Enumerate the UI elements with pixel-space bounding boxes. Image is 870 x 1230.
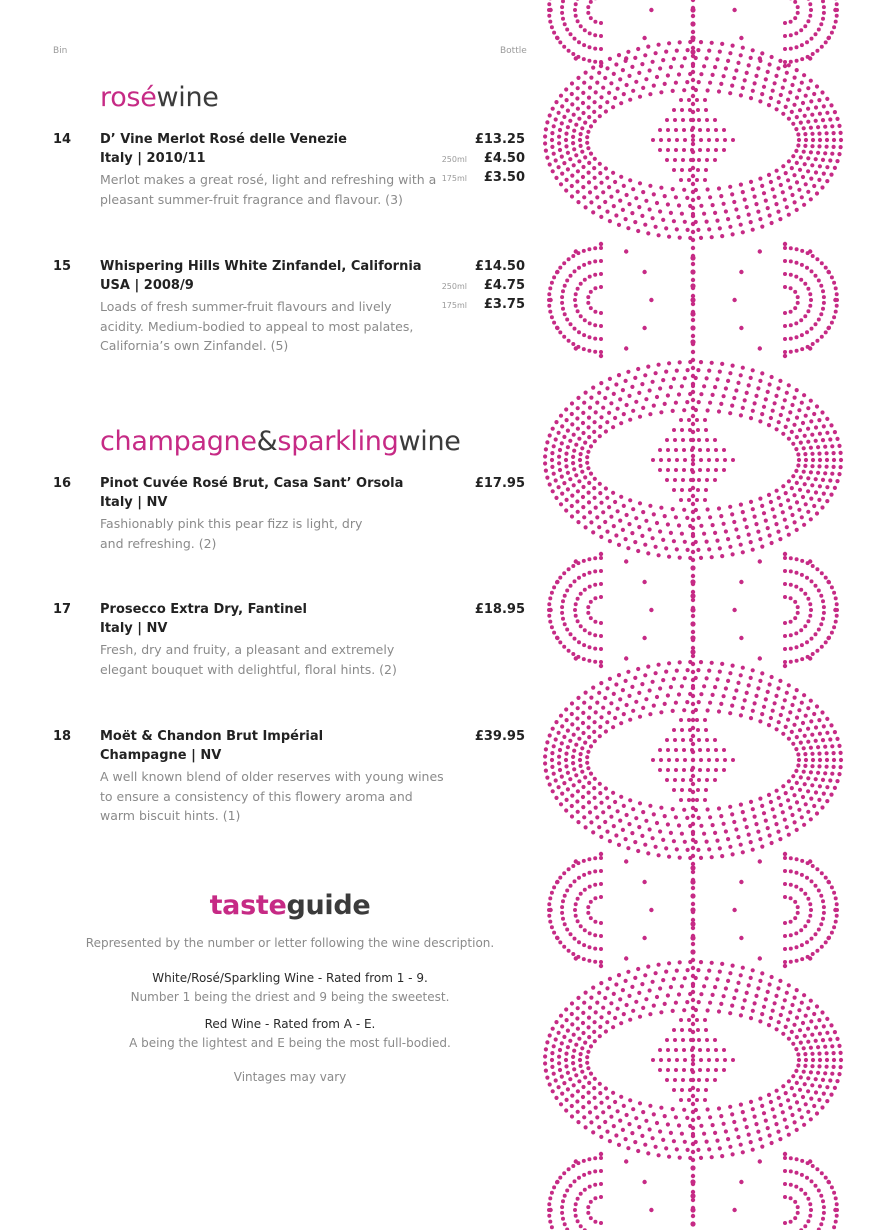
wine-description: A well known blend of older reserves with young wines to ensure a consistency of this flowery aroma and warm biscuit hints. (1) (100, 769, 444, 823)
heading-part: champagne (100, 426, 257, 457)
wine-description: Loads of fresh summer-fruit flavours and lively acidity. Medium-bodied to appeal to most palates, California’s own Zinfandel. (5) (100, 299, 414, 353)
wine-name: D’ Vine Merlot Rosé delle Venezie (100, 132, 347, 147)
heading-rest: wine (156, 82, 219, 113)
heading-part: & (256, 426, 278, 457)
wine-description: Merlot makes a great rosé, light and refreshing with a pleasant summer-fruit fragrance and flavour. (3) (100, 172, 437, 207)
bin-number: 18 (53, 729, 72, 744)
bottle-price: £17.95 (474, 476, 525, 491)
bin-number: 16 (53, 476, 72, 491)
column-label-bottle: Bottle (500, 46, 527, 56)
heading-part: sparkling (277, 426, 399, 457)
bottle-price: £39.95 (474, 729, 525, 744)
heading-part: wine (398, 426, 461, 457)
glass-size: 250ml (441, 155, 467, 164)
heading-accent: rosé (100, 82, 157, 113)
glass-size: 175ml (441, 174, 467, 183)
glass-price: £4.50 (483, 151, 525, 166)
wine-origin: Champagne | NV (100, 748, 222, 763)
glass-price: £4.75 (483, 278, 525, 293)
taste-guide-red-heading: Red Wine - Rated from A - E. (204, 1017, 376, 1031)
column-label-bin: Bin (53, 46, 68, 56)
champagne-sparkling-heading (100, 426, 461, 457)
taste-guide-white-heading: White/Rosé/Sparkling Wine - Rated from 1 - 9. (152, 971, 428, 985)
bin-number: 17 (53, 602, 72, 617)
bottle-price: £14.50 (474, 259, 525, 274)
wine-name: Whispering Hills White Zinfandel, California (100, 259, 422, 274)
wine-origin: Italy | 2010/11 (100, 151, 206, 166)
wine-name: Pinot Cuvée Rosé Brut, Casa Sant’ Orsola (100, 476, 404, 491)
wine-origin: USA | 2008/9 (100, 278, 194, 293)
heading-rest: guide (286, 890, 371, 921)
glass-price: £3.75 (483, 297, 525, 312)
taste-guide-intro: Represented by the number or letter following the wine description. (85, 936, 495, 950)
wine-description: Fashionably pink this pear fizz is light, dry and refreshing. (2) (100, 516, 363, 551)
wine-origin: Italy | NV (100, 621, 168, 636)
wine-origin: Italy | NV (100, 495, 168, 510)
glass-price: £3.50 (483, 170, 525, 185)
rose-wine-heading (100, 82, 219, 113)
heading-accent: taste (209, 890, 287, 921)
vintages-note: Vintages may vary (233, 1070, 347, 1084)
taste-guide-white-detail: Number 1 being the driest and 9 being the sweetest. (130, 990, 450, 1004)
bin-number: 15 (53, 259, 72, 274)
bottle-price: £18.95 (474, 602, 525, 617)
wine-description: Fresh, dry and fruity, a pleasant and extremely elegant bouquet with delightful, floral hints. (2) (100, 642, 397, 677)
glass-size: 250ml (441, 282, 467, 291)
wine-name: Prosecco Extra Dry, Fantinel (100, 602, 307, 617)
wine-name: Moët & Chandon Brut Impérial (100, 729, 324, 744)
bin-number: 14 (53, 132, 72, 147)
taste-guide-heading (0, 890, 580, 921)
pink-dotted-ornament-icon (528, 0, 858, 1230)
taste-guide-red-detail: A being the lightest and E being the most full-bodied. (129, 1036, 451, 1050)
bottle-price: £13.25 (474, 132, 525, 147)
glass-size: 175ml (441, 301, 467, 310)
